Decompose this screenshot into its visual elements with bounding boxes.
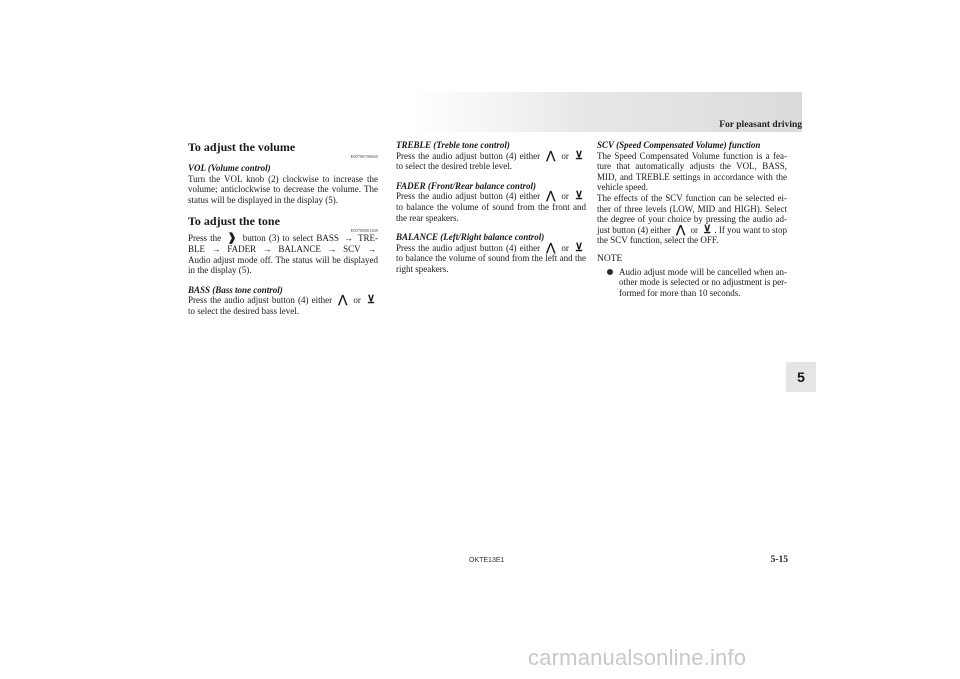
bass-text-a: Press the audio adjust button (4) either <box>188 295 333 306</box>
play-icon: ❱ <box>227 232 237 245</box>
arrow-right-icon: → <box>344 233 354 244</box>
tone-text-g: Audio adjust mode off. The status will be displayed in the display (5). <box>188 254 378 276</box>
treble-text-b: or <box>561 150 569 161</box>
footer-code: OKTE13E1 <box>469 557 505 564</box>
down-icon: ⊻ <box>366 294 376 307</box>
bullet-icon <box>607 269 613 275</box>
fader-text-b: or <box>561 191 569 202</box>
fader-text <box>396 191 586 223</box>
tone-code: E00708801269 <box>350 228 378 234</box>
arrow-right-icon: → <box>262 243 272 254</box>
tone-text-f: SCV <box>343 243 361 254</box>
column-1 <box>188 140 378 317</box>
tone-text-c: TRE- BLE <box>188 233 379 254</box>
scv-text-1: The Speed Compensated Volume function is a fea- ture that automatically adjusts the VOL, BASS, MID, and TREBLE settings in accordance with the vehicle speed. <box>597 150 787 193</box>
tone-text-a: Press the <box>188 233 222 244</box>
vol-subheading: VOL (Volume control) <box>188 163 271 173</box>
balance-text-c: to balance the volume of sound from the left and the right speakers. <box>396 253 586 274</box>
scv-text-2-a: The effects of the SCV function can be selected ei- ther of three levels (LOW, MID and HIGH). Select the degree of your choice by pressing the audio ad- just button (4) either <box>597 192 787 235</box>
balance-text-b: or <box>561 242 569 253</box>
page-number: 5-15 <box>770 555 788 565</box>
scv-subheading: SCV (Speed Compensated Volume) function <box>597 140 761 150</box>
column-3 <box>597 140 787 298</box>
treble-text <box>396 151 586 172</box>
arrow-right-icon: → <box>367 243 377 254</box>
balance-text-a: Press the audio adjust button (4) either <box>396 242 541 253</box>
treble-subheading: TREBLE (Treble tone control) <box>396 140 510 150</box>
treble-text-a: Press the audio adjust button (4) either <box>396 150 541 161</box>
watermark: carmanualsonline.info <box>528 645 747 670</box>
tone-text-b: button (3) to select BASS <box>242 233 339 244</box>
volume-heading-text: To adjust the volume <box>188 140 296 154</box>
fader-text-c: to balance the volume of sound from the front and the rear speakers. <box>396 201 586 223</box>
up-icon: ⋀ <box>546 241 556 254</box>
up-icon: ⋀ <box>338 294 348 307</box>
chapter-tab: 5 <box>786 362 816 392</box>
tone-text-e: BALANCE <box>278 243 321 254</box>
section-title: For pleasant driving <box>719 120 802 130</box>
scv-text-2 <box>597 193 787 246</box>
vol-text: Turn the VOL knob (2) clockwise to increase the volume; anticlockwise to decrease the volume. The status will be displayed in the display (5). <box>188 173 378 205</box>
down-icon: ⊻ <box>574 149 584 162</box>
fader-text-a: Press the audio adjust button (4) either <box>396 191 541 202</box>
balance-subheading: BALANCE (Left/Right balance control) <box>396 232 545 243</box>
note-label: NOTE <box>597 253 623 264</box>
bass-text <box>188 295 378 316</box>
tone-heading-text: To adjust the tone <box>188 214 280 229</box>
fader-subheading: FADER (Front/Rear balance control) <box>396 180 536 191</box>
balance-text <box>396 243 586 275</box>
volume-heading <box>188 140 378 159</box>
arrow-right-icon: → <box>327 243 337 254</box>
down-icon: ⊻ <box>574 241 584 254</box>
down-icon: ⊻ <box>574 190 584 203</box>
note-text: Audio adjust mode will be cancelled when an- other mode is selected or no adjustment is per- formed for more than 10 seconds. <box>619 266 787 298</box>
volume-code: E00708700665 <box>350 154 378 159</box>
note-item <box>607 267 787 299</box>
scv-text-2-b: or <box>690 224 698 235</box>
column-2 <box>396 140 586 275</box>
down-icon: ⊻ <box>703 223 712 236</box>
bass-subheading: BASS (Bass tone control) <box>188 284 283 295</box>
tone-text <box>188 233 378 275</box>
bass-text-c: to select the desired bass level. <box>188 305 299 316</box>
tone-text-d: FADER <box>227 243 257 254</box>
tone-heading <box>188 214 378 233</box>
scv-text-2-c: . If you want to stop the SCV function, select the OFF. <box>597 224 788 246</box>
bass-text-b: or <box>353 295 361 306</box>
up-icon: ⋀ <box>676 223 686 236</box>
arrow-right-icon: → <box>211 243 221 254</box>
treble-text-c: to select the desired treble level. <box>396 161 512 172</box>
up-icon: ⋀ <box>546 190 556 203</box>
up-icon: ⋀ <box>546 149 556 162</box>
